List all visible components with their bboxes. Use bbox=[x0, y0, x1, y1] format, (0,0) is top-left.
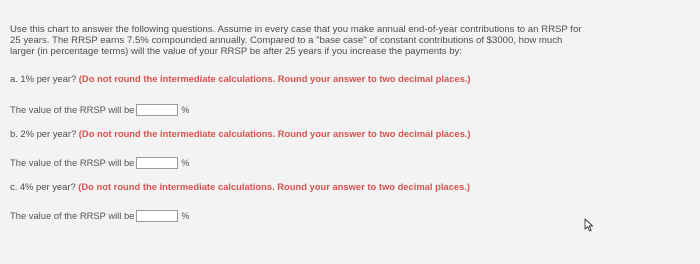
question-b-prefix: b. 2% per year? bbox=[10, 128, 77, 139]
question-a-prefix: a. 1% per year? bbox=[10, 73, 77, 84]
answer-a-input[interactable] bbox=[136, 104, 178, 116]
answer-b-label: The value of the RRSP will be bbox=[10, 157, 135, 168]
problem-line-1: Use this chart to answer the following questions. Assume in every case that you make annual end-of-year contributions to an RRSP for bbox=[10, 24, 582, 35]
mouse-pointer-icon bbox=[584, 218, 594, 232]
answer-b-unit: % bbox=[181, 158, 190, 168]
problem-statement bbox=[10, 24, 690, 57]
problem-line-3: larger (in percentage terms) will the value of your RRSP be after 25 years if you increase the payments by: bbox=[10, 46, 463, 57]
answer-row-a bbox=[10, 103, 189, 117]
answer-c-label: The value of the RRSP will be bbox=[10, 210, 135, 221]
question-b-instruction: (Do not round the intermediate calculations. Round your answer to two decimal places.) bbox=[78, 128, 471, 139]
question-a-instruction: (Do not round the intermediate calculations. Round your answer to two decimal places.) bbox=[78, 73, 471, 84]
problem-line-2: 25 years. The RRSP earns 7.5% compounded annually. Compared to a "base case" of constant contributions of $3000, how much bbox=[10, 35, 563, 46]
question-a bbox=[10, 73, 471, 85]
question-b bbox=[10, 128, 471, 140]
answer-a-unit: % bbox=[181, 105, 190, 115]
answer-c-unit: % bbox=[181, 211, 190, 221]
answer-c-input[interactable] bbox=[136, 210, 178, 222]
question-c-prefix: c. 4% per year? bbox=[10, 181, 76, 192]
answer-a-label: The value of the RRSP will be bbox=[10, 104, 135, 115]
question-c-instruction: (Do not round the intermediate calculations. Round your answer to two decimal places.) bbox=[78, 181, 471, 192]
question-c bbox=[10, 181, 470, 193]
answer-row-b bbox=[10, 156, 189, 170]
answer-b-input[interactable] bbox=[136, 157, 178, 169]
answer-row-c bbox=[10, 209, 189, 223]
